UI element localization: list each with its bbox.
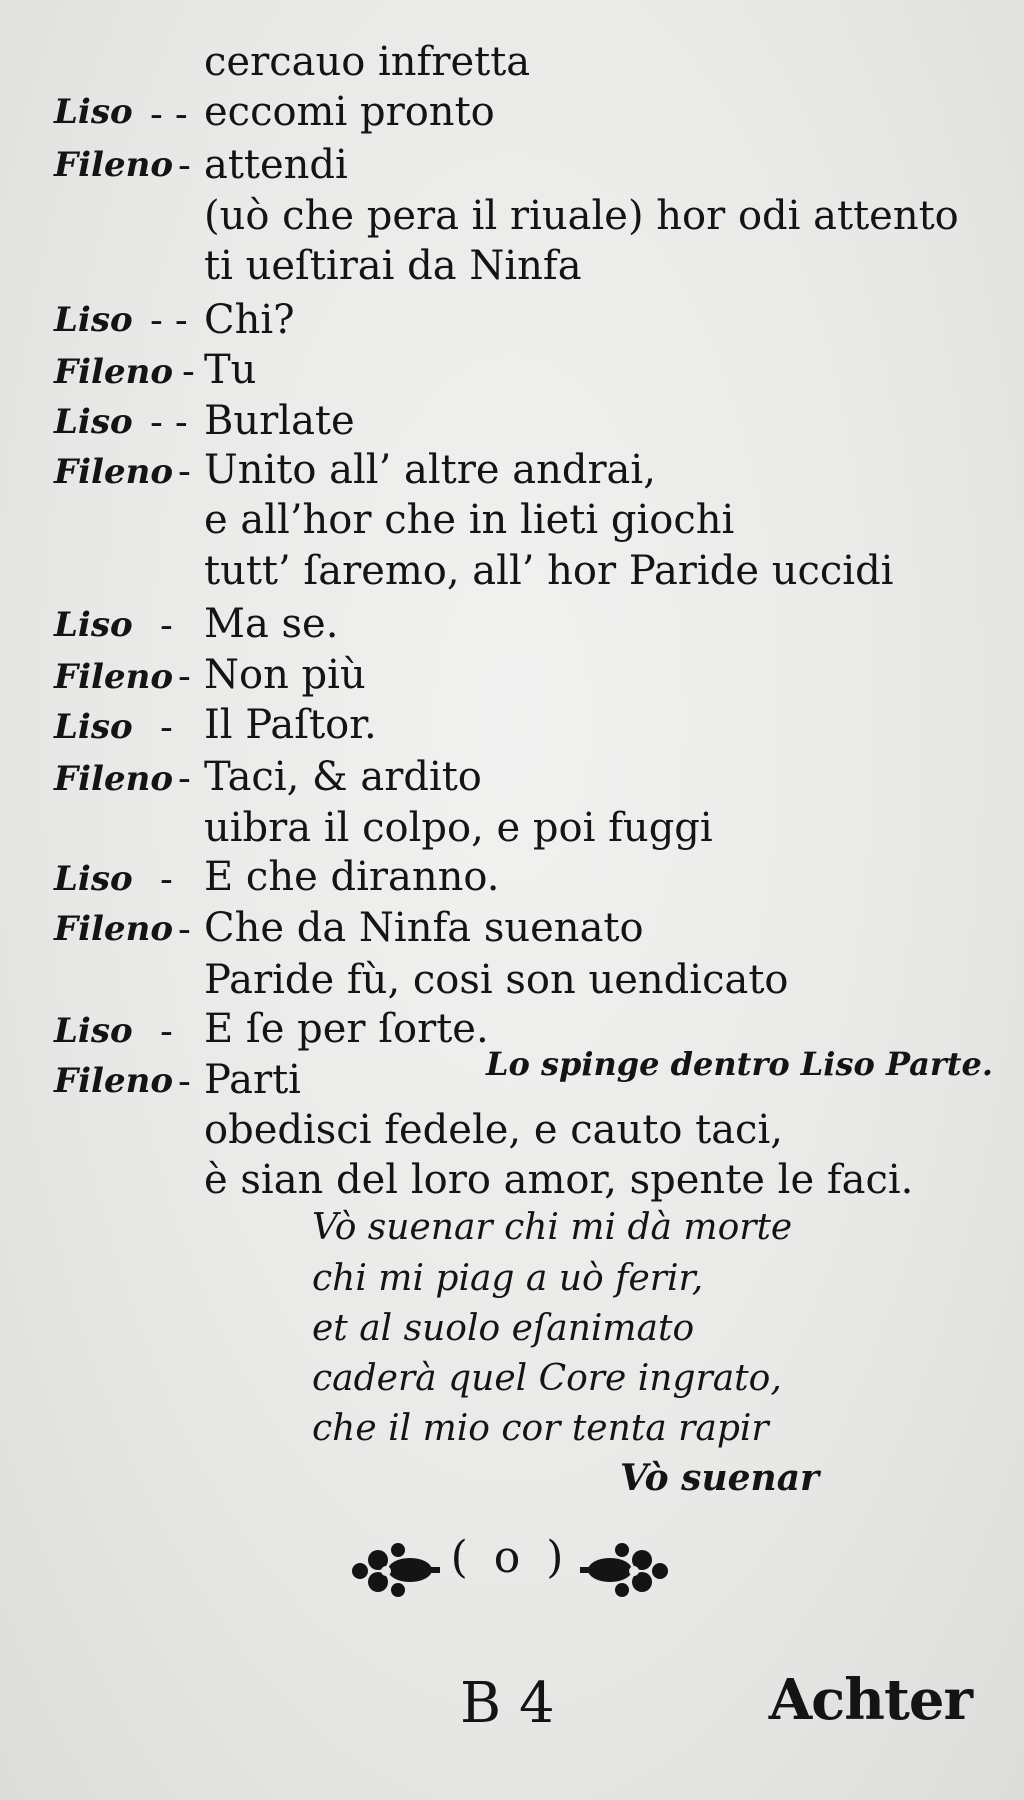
dialogue-line: eccomi pronto <box>204 89 495 135</box>
dialogue-line: Parti <box>204 1057 301 1103</box>
dialogue-line: Burlate <box>204 398 355 444</box>
dialogue-line: ti ueſtirai da Ninfa <box>204 243 582 289</box>
speaker-liso: Liso <box>54 402 133 442</box>
dialogue-line: Chi? <box>204 297 295 343</box>
aria-line: Vò suenar <box>620 1457 819 1499</box>
dialogue-line: (uò che pera il riuale) hor odi attento <box>204 193 959 239</box>
stage-direction: Lo spinge dentro Liso Parte. <box>486 1045 994 1083</box>
dialogue-line: è sian del loro amor, spente le faci. <box>204 1157 914 1203</box>
dialogue-line: Il Paſtor. <box>204 702 377 748</box>
speaker-dash: - <box>178 907 191 951</box>
catchword: Achter <box>768 1667 972 1733</box>
dialogue-line: E che diranno. <box>204 854 500 900</box>
speaker-dash: - <box>160 857 173 901</box>
bleed-through <box>986 40 995 78</box>
dialogue-line: uibra il colpo, e poi fuggi <box>204 805 713 851</box>
speaker-dash: - <box>160 603 173 647</box>
dialogue-line: Che da Ninfa suenato <box>204 905 644 951</box>
printers-ornament <box>340 1530 680 1610</box>
speaker-dash: - <box>178 449 191 493</box>
dialogue-line: Paride fù, cosi son uendicato <box>204 957 789 1003</box>
dialogue-line: Taci, & ardito <box>204 754 482 800</box>
dialogue-line: attendi <box>204 142 348 188</box>
speaker-liso: Liso <box>54 92 133 132</box>
signature-mark: B 4 <box>460 1671 555 1736</box>
aria-line: et al suolo eſanimato <box>312 1308 695 1349</box>
ornament-text: ( o ) <box>450 1532 570 1583</box>
speaker-dash: - <box>178 654 191 698</box>
speaker-fileno: Fileno <box>54 759 173 799</box>
speaker-fileno: Fileno <box>54 452 173 492</box>
dialogue-line: e all’hor che in lieti giochi <box>204 497 735 543</box>
speaker-fileno: Fileno <box>54 657 173 697</box>
speaker-fileno: Fileno <box>54 145 173 185</box>
speaker-liso: Liso <box>54 859 133 899</box>
speaker-dash: - <box>160 1009 173 1053</box>
aria-line: caderà quel Core ingrato, <box>312 1358 782 1399</box>
dialogue-line: cercauo infretta <box>204 39 531 85</box>
fleuron-icon <box>340 1530 440 1610</box>
dialogue-line: tutt’ ſaremo, all’ hor Paride uccidi <box>204 548 894 594</box>
fleuron-icon <box>580 1530 680 1610</box>
speaker-liso: Liso <box>54 1011 133 1051</box>
dialogue-line: Non più <box>204 652 366 698</box>
speaker-dash: - - <box>150 400 188 444</box>
speaker-dash: - <box>178 756 191 800</box>
speaker-fileno: Fileno <box>54 1061 173 1101</box>
dialogue-line: obedisci fedele, e cauto taci, <box>204 1107 783 1153</box>
speaker-liso: Liso <box>54 300 133 340</box>
speaker-dash: - <box>178 143 191 187</box>
speaker-dash: - <box>182 349 195 393</box>
speaker-liso: Liso <box>54 605 133 645</box>
speaker-dash: - <box>178 1059 191 1103</box>
aria-line: Vò suenar chi mi dà morte <box>312 1207 793 1248</box>
speaker-dash: - <box>160 705 173 749</box>
dialogue-line: Unito all’ altre andrai, <box>204 447 656 493</box>
dialogue-line: Tu <box>204 347 257 393</box>
dialogue-line: E ſe per ſorte. <box>204 1006 489 1052</box>
aria-line: che il mio cor tenta rapir <box>312 1408 769 1449</box>
speaker-fileno: Fileno <box>54 352 173 392</box>
speaker-dash: - - <box>150 298 188 342</box>
dialogue-line: Ma se. <box>204 601 339 647</box>
speaker-dash: - - <box>150 92 188 136</box>
speaker-fileno: Fileno <box>54 909 173 949</box>
speaker-liso: Liso <box>54 707 133 747</box>
aria-line: chi mi piag a uò ferir, <box>312 1258 704 1299</box>
